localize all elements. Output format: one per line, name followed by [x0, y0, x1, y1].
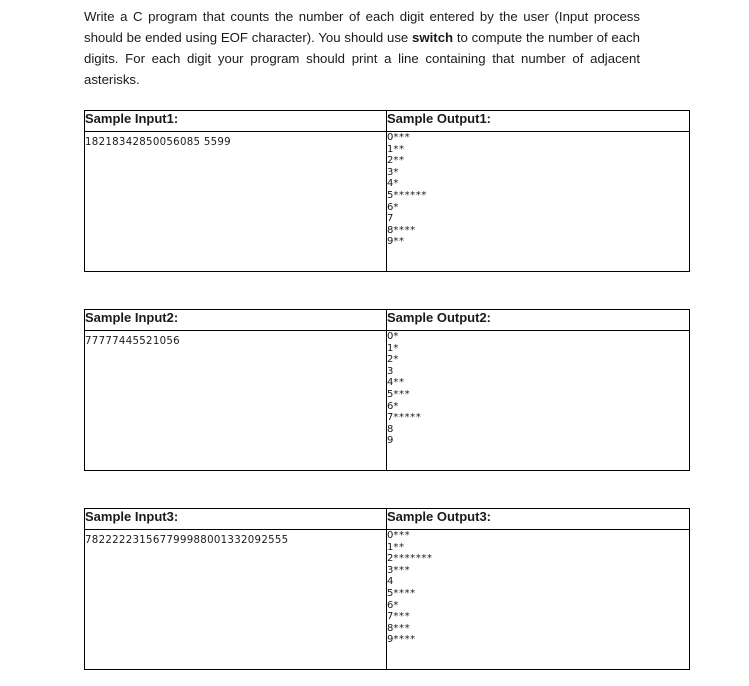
output-digit: 3	[387, 365, 394, 377]
output-line	[387, 530, 689, 542]
output-stars: *	[393, 599, 399, 611]
output-stars: ******	[393, 189, 427, 201]
output-line	[387, 634, 689, 646]
output-digit: 2	[387, 354, 394, 366]
output-stars: *	[393, 354, 399, 366]
output-line	[387, 424, 689, 436]
output-stars: ****	[393, 587, 416, 599]
sample-output-cell	[387, 331, 690, 471]
output-stars: *	[393, 331, 399, 342]
output-line	[387, 155, 689, 167]
sample-output-cell	[387, 132, 690, 272]
output-line	[387, 331, 689, 343]
output-line	[387, 354, 689, 366]
output-digit: 8	[387, 622, 394, 634]
output-stars: ****	[393, 224, 416, 236]
output-line	[387, 167, 689, 179]
output-digit: 7	[387, 611, 394, 623]
output-stars: ***	[393, 132, 411, 143]
output-digit: 5	[387, 388, 394, 400]
output-line	[387, 202, 689, 214]
output-line	[387, 576, 689, 588]
output-digit: 3	[387, 564, 394, 576]
output-stars: **	[393, 541, 405, 553]
output-digit: 9	[387, 634, 394, 646]
problem-keyword-switch: switch	[412, 30, 454, 45]
output-digit: 2	[387, 553, 394, 565]
output-digit: 8	[387, 224, 394, 236]
sample-table-2	[84, 309, 690, 471]
output-digit: 5	[387, 587, 394, 599]
output-digit: 9	[387, 435, 394, 447]
sample-input-header: Sample Input3:	[85, 509, 387, 530]
output-digit: 2	[387, 155, 394, 167]
output-line	[387, 132, 689, 144]
sample-output-header: Sample Output3:	[387, 509, 690, 530]
sample-input-value: 77777445521056	[85, 336, 180, 347]
output-digit: 4	[387, 576, 394, 588]
output-digit: 1	[387, 541, 394, 553]
output-stars: *****	[393, 412, 422, 424]
sample-input-header: Sample Input2:	[85, 310, 387, 331]
sample-output-header: Sample Output1:	[387, 111, 690, 132]
output-line	[387, 553, 689, 565]
output-line	[387, 190, 689, 202]
output-digit: 9	[387, 236, 394, 248]
output-digit: 1	[387, 342, 394, 354]
output-digit: 4	[387, 178, 394, 190]
output-line	[387, 611, 689, 623]
problem-statement	[84, 6, 640, 90]
output-stars: **	[393, 236, 405, 248]
sample-input-header: Sample Input1:	[85, 111, 387, 132]
output-digit: 3	[387, 166, 394, 178]
output-digit: 7	[387, 213, 394, 225]
output-line	[387, 412, 689, 424]
output-line	[387, 565, 689, 577]
output-stars: ***	[393, 611, 411, 623]
output-stars: ***	[393, 388, 411, 400]
output-digit: 4	[387, 377, 394, 389]
output-line	[387, 236, 689, 248]
output-line	[387, 377, 689, 389]
output-stars: ***	[393, 530, 411, 541]
sample-input-cell	[85, 331, 387, 471]
output-line	[387, 588, 689, 600]
output-line	[387, 144, 689, 156]
output-line	[387, 225, 689, 237]
output-stars: **	[393, 377, 405, 389]
sample-output-cell	[387, 530, 690, 670]
output-digit: 8	[387, 423, 394, 435]
sample-input-cell	[85, 530, 387, 670]
output-line	[387, 213, 689, 225]
output-stars: ***	[393, 622, 411, 634]
problem-text-part1: Write a C program that counts the number of each digit entered by the user (Input process should be ended using EOF character). You should use	[84, 9, 640, 45]
output-digit: 0	[387, 132, 394, 143]
output-line	[387, 401, 689, 413]
output-stars: ****	[393, 634, 416, 646]
output-line	[387, 389, 689, 401]
output-line	[387, 343, 689, 355]
output-stars: *	[393, 400, 399, 412]
sample-input-cell	[85, 132, 387, 272]
output-digit: 7	[387, 412, 394, 424]
output-line	[387, 366, 689, 378]
output-stars: *	[393, 166, 399, 178]
problem-text-part2: to compute the number of each digits. For each digit your program should print a line containing that number of adjacent asterisks.	[84, 30, 641, 87]
output-stars: *	[393, 342, 399, 354]
output-digit: 6	[387, 599, 394, 611]
output-stars: ***	[393, 564, 411, 576]
output-digit: 1	[387, 143, 394, 155]
output-line	[387, 178, 689, 190]
output-stars: **	[393, 143, 405, 155]
sample-output-header: Sample Output2:	[387, 310, 690, 331]
output-digit: 0	[387, 530, 394, 541]
output-stars: **	[393, 155, 405, 167]
output-line	[387, 542, 689, 554]
output-stars: *	[393, 201, 399, 213]
output-digit: 5	[387, 189, 394, 201]
sample-table-3	[84, 508, 690, 670]
output-digit: 0	[387, 331, 394, 342]
sample-table-1	[84, 110, 690, 272]
output-stars: *	[393, 178, 399, 190]
output-line	[387, 623, 689, 635]
output-line	[387, 435, 689, 447]
output-line	[387, 600, 689, 612]
output-digit: 6	[387, 400, 394, 412]
output-digit: 6	[387, 201, 394, 213]
output-stars: *******	[393, 553, 433, 565]
sample-input-value: 18218342850056085 5599	[85, 137, 231, 148]
sample-input-value: 782222231567799988001332092555	[85, 535, 289, 546]
